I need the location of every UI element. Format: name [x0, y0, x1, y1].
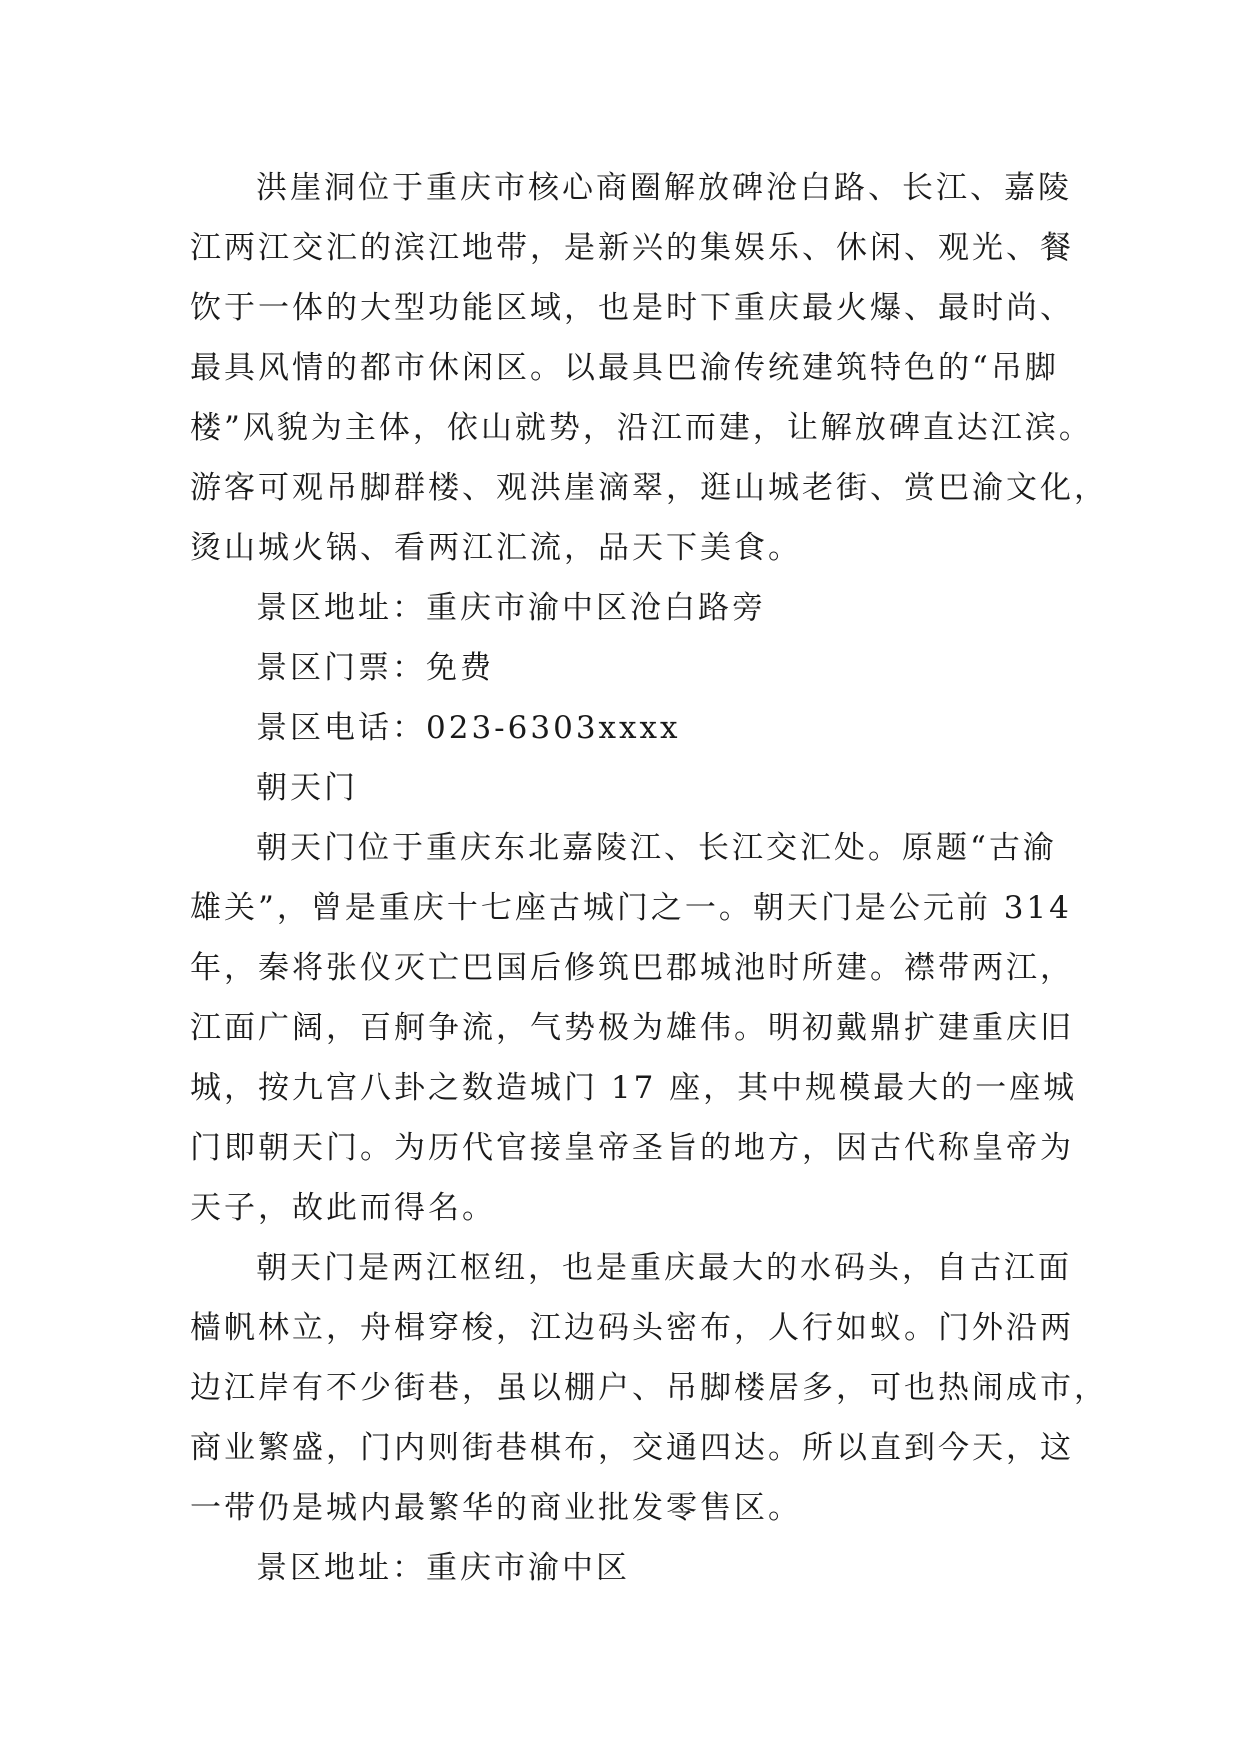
document-body: [190, 158, 1108, 1598]
paragraph-chaotianmen-2-line-3: 边江岸有不少街巷，虽以棚户、吊脚楼居多，可也热闹成市，: [190, 1370, 1108, 1406]
chaotianmen-address: 景区地址：重庆市渝中区: [256, 1550, 630, 1586]
paragraph-hongyadong-line-2: 江两江交汇的滨江地带，是新兴的集娱乐、休闲、观光、餐: [190, 230, 1074, 266]
hongyadong-address: 景区地址：重庆市渝中区沧白路旁: [256, 590, 766, 626]
paragraph-chaotianmen-2-line-1: 朝天门是两江枢纽，也是重庆最大的水码头，自古江面: [256, 1250, 1072, 1286]
paragraph-hongyadong-line-4: 最具风情的都市休闲区。以最具巴渝传统建筑特色的“吊脚: [190, 350, 1059, 386]
paragraph-chaotianmen-1-line-7: 天子，故此而得名。: [190, 1190, 496, 1226]
paragraph-chaotianmen-2-line-5: 一带仍是城内最繁华的商业批发零售区。: [190, 1490, 802, 1526]
paragraph-chaotianmen-1-line-2: 雄关”，曾是重庆十七座古城门之一。朝天门是公元前 314: [190, 890, 1072, 926]
paragraph-chaotianmen-2-line-2: 樯帆林立，舟楫穿梭，江边码头密布，人行如蚁。门外沿两: [190, 1310, 1074, 1346]
paragraph-hongyadong-line-5: 楼”风貌为主体，依山就势，沿江而建，让解放碑直达江滨。: [190, 410, 1093, 446]
paragraph-chaotianmen-1-line-3: 年，秦将张仪灭亡巴国后修筑巴郡城池时所建。襟带两江，: [190, 950, 1074, 986]
paragraph-hongyadong-line-1: 洪崖洞位于重庆市核心商圈解放碑沧白路、长江、嘉陵: [256, 170, 1072, 206]
paragraph-hongyadong-line-6: 游客可观吊脚群楼、观洪崖滴翠，逛山城老街、赏巴渝文化，: [190, 470, 1108, 506]
hongyadong-ticket: 景区门票：免费: [256, 650, 494, 686]
paragraph-hongyadong-line-7: 烫山城火锅、看两江汇流，品天下美食。: [190, 530, 802, 566]
paragraph-hongyadong-line-3: 饮于一体的大型功能区域，也是时下重庆最火爆、最时尚、: [190, 290, 1074, 326]
paragraph-chaotianmen-1-line-5: 城，按九宫八卦之数造城门 17 座，其中规模最大的一座城: [190, 1070, 1078, 1106]
section-heading-chaotianmen: 朝天门: [256, 770, 358, 806]
hongyadong-phone: 景区电话：023-6303xxxx: [256, 710, 681, 746]
paragraph-chaotianmen-1-line-4: 江面广阔，百舸争流，气势极为雄伟。明初戴鼎扩建重庆旧: [190, 1010, 1074, 1046]
paragraph-chaotianmen-2-line-4: 商业繁盛，门内则街巷棋布，交通四达。所以直到今天，这: [190, 1430, 1074, 1466]
paragraph-chaotianmen-1-line-1: 朝天门位于重庆东北嘉陵江、长江交汇处。原题“古渝: [256, 830, 1057, 866]
paragraph-chaotianmen-1-line-6: 门即朝天门。为历代官接皇帝圣旨的地方，因古代称皇帝为: [190, 1130, 1074, 1166]
